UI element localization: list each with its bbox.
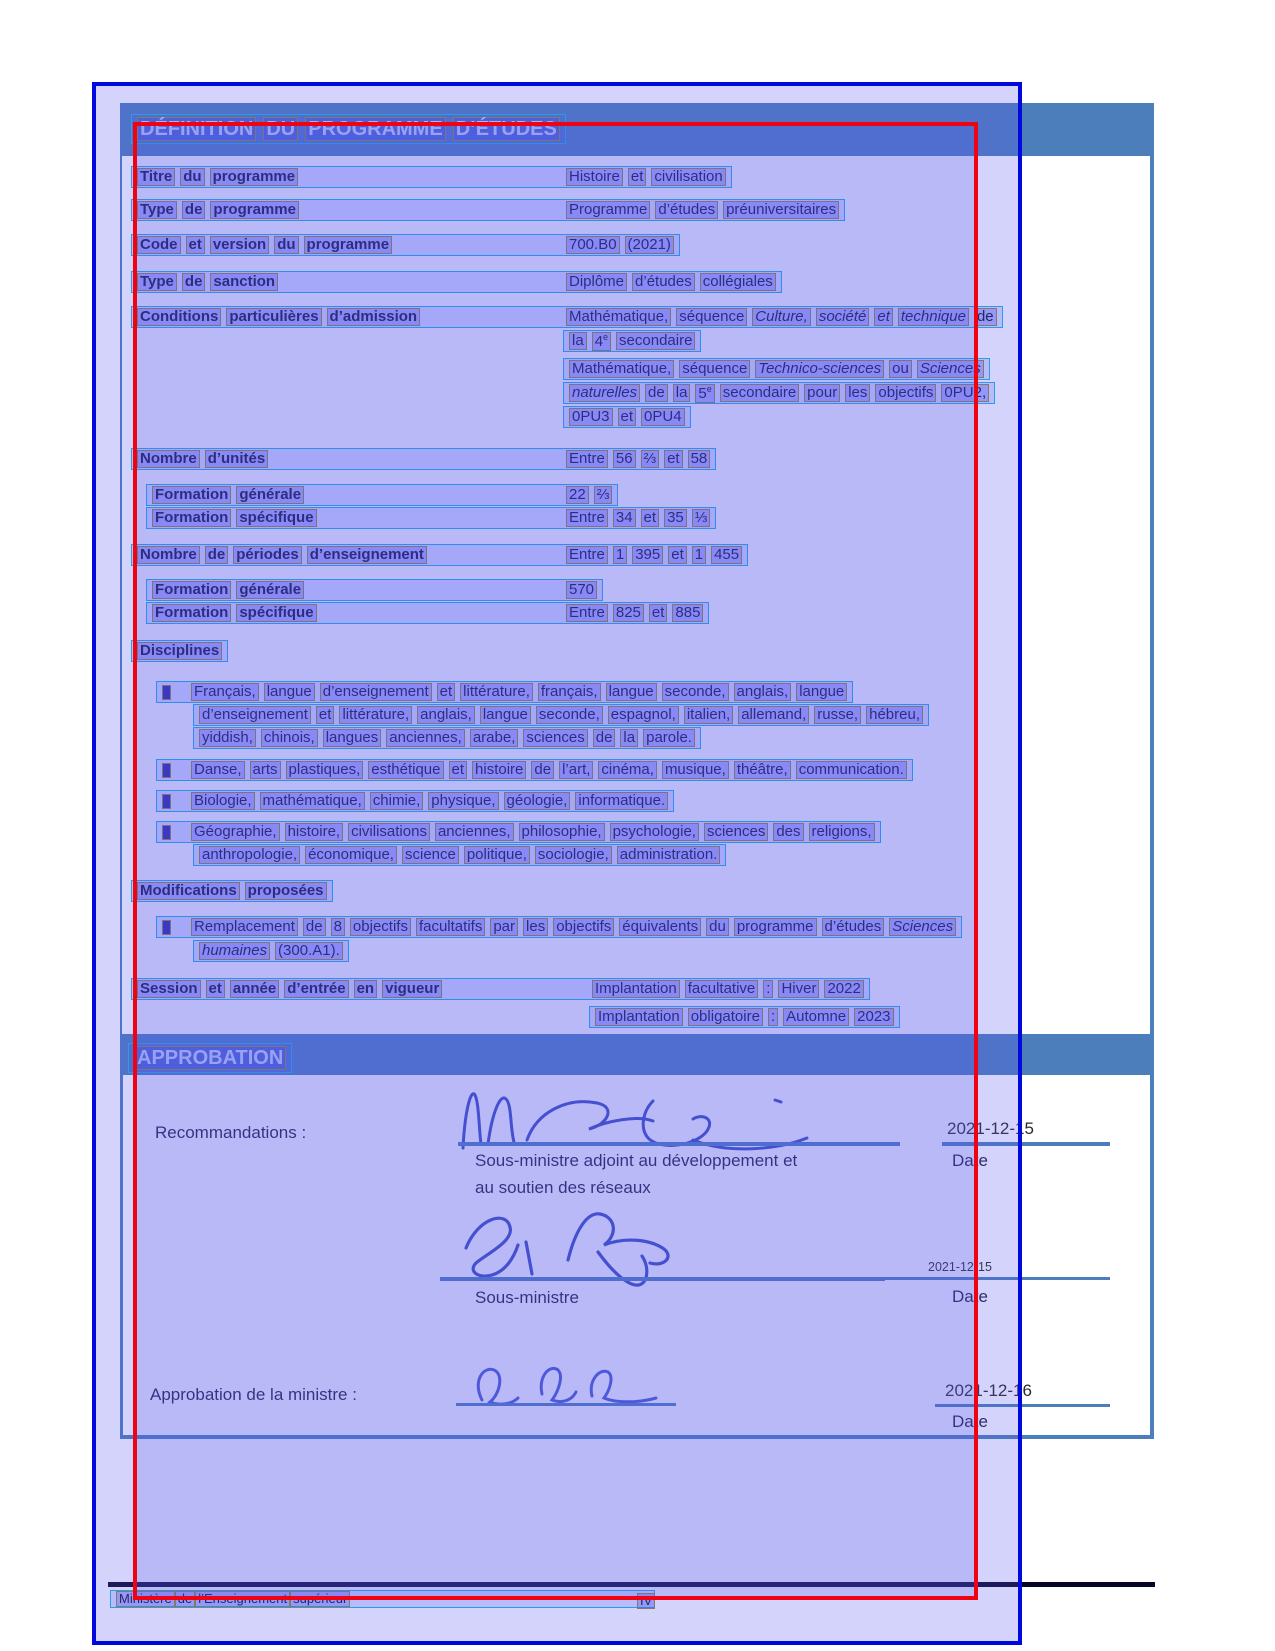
ocr-word: 1: [613, 546, 627, 564]
ocr-word: technique: [898, 308, 969, 326]
footer-ministry-line: [110, 1590, 655, 1608]
ocr-line: [156, 916, 962, 938]
signatory-title-2: Sous-ministre: [475, 1288, 579, 1307]
ocr-word: et: [186, 236, 205, 254]
ocr-line: [131, 199, 845, 221]
ocr-word: langue: [606, 683, 657, 701]
ocr-word: du: [706, 918, 729, 936]
ocr-line: [146, 579, 603, 601]
footer-rule: [108, 1582, 1155, 1587]
ocr-word: pour: [804, 384, 840, 402]
ocr-word: spécifique: [236, 509, 316, 527]
ocr-word: économique,: [305, 846, 397, 864]
ocr-line: [146, 484, 618, 506]
ocr-line: [131, 640, 228, 662]
ocr-word: les: [523, 918, 548, 936]
ocr-word: espagnol,: [608, 706, 679, 724]
ocr-word: la: [673, 384, 691, 402]
ocr-word: et: [649, 604, 668, 622]
ocr-word: et: [206, 980, 225, 998]
ocr-word: les: [845, 384, 870, 402]
ocr-word: administration.: [617, 846, 721, 864]
ocr-word: Automne: [783, 1008, 849, 1026]
ocr-word: PROGRAMME: [305, 117, 445, 141]
ocr-word: objectifs: [875, 384, 936, 402]
ocr-word: Mathématique,: [569, 360, 674, 378]
ocr-word: 5e: [695, 384, 714, 403]
ocr-word: du: [274, 236, 298, 254]
ocr-word: anciennes,: [435, 823, 514, 841]
date-line-1: [942, 1142, 1110, 1146]
ocr-word: facultative: [685, 980, 759, 998]
ocr-word: préuniversitaires: [723, 201, 839, 219]
ocr-word: Conditions: [137, 308, 221, 326]
definition-section-title: [131, 114, 566, 144]
ocr-line: [146, 602, 709, 624]
ocr-word: seconde,: [662, 683, 729, 701]
ocr-line: [131, 544, 748, 566]
ocr-word: l’art,: [559, 761, 593, 779]
ocr-word: 22: [566, 486, 589, 504]
ocr-word: Implantation: [592, 980, 680, 998]
ocr-word: d’enseignement: [320, 683, 432, 701]
ocr-word: objectifs: [350, 918, 411, 936]
ocr-word: APPROBATION: [134, 1046, 286, 1070]
bullet-icon: [162, 920, 171, 935]
ocr-word: italien,: [684, 706, 733, 724]
ocr-word: Remplacement: [191, 918, 298, 936]
ocr-line: [131, 978, 870, 1000]
ocr-word: Hiver: [778, 980, 819, 998]
ocr-word: Session: [137, 980, 201, 998]
approbation-section-title: [128, 1043, 292, 1073]
ocr-word: anglais,: [417, 706, 475, 724]
ocr-line: [131, 306, 1003, 328]
ocr-word: d’enseignement: [307, 546, 427, 564]
ocr-word: périodes: [233, 546, 302, 564]
ocr-word: anglais,: [734, 683, 792, 701]
ocr-word: de: [182, 201, 206, 219]
ocr-word: Programme: [566, 201, 650, 219]
signatory-title-1-line1: Sous-ministre adjoint au développement et: [475, 1151, 798, 1170]
ocr-word: année: [230, 980, 279, 998]
ocr-word: 825: [613, 604, 644, 622]
date-label-2: Date: [952, 1287, 988, 1306]
ocr-word: vigueur: [382, 980, 442, 998]
ocr-word: communication.: [796, 761, 907, 779]
date-line-3: [935, 1404, 1110, 1407]
ocr-word: Code: [137, 236, 181, 254]
ocr-word: 0PU2,: [941, 384, 989, 402]
ocr-word: Entre: [566, 604, 608, 622]
ocr-word: sciences: [704, 823, 768, 841]
ocr-word: des: [773, 823, 803, 841]
ocr-line: [563, 382, 995, 404]
ocr-line: [131, 234, 680, 256]
ocr-word: russe,: [814, 706, 861, 724]
ocr-word: Formation: [152, 604, 231, 622]
ocr-word: informatique.: [575, 792, 668, 810]
ocr-word: l’Enseignement: [195, 1591, 290, 1607]
recommandations-label: Recommandations :: [155, 1123, 307, 1142]
ocr-word: 885: [672, 604, 703, 622]
ocr-word: générale: [236, 581, 304, 599]
ocr-word: Nombre: [137, 546, 200, 564]
ocr-word: théâtre,: [734, 761, 791, 779]
ocr-word: objectifs: [553, 918, 614, 936]
ocr-word: Entre: [566, 509, 608, 527]
ocr-word: d’entrée: [284, 980, 348, 998]
ocr-word: psychologie,: [610, 823, 699, 841]
ocr-word: Type: [137, 273, 177, 291]
ocr-word: programme: [734, 918, 817, 936]
ocr-word: et: [641, 509, 660, 527]
ocr-word: de: [593, 729, 616, 747]
page-number: IV: [637, 1593, 655, 1609]
ocr-word: Formation: [152, 581, 231, 599]
ocr-word: 0PU3: [569, 408, 613, 426]
ocr-word: 700.B0: [566, 236, 620, 254]
ocr-line: [156, 790, 674, 812]
ocr-word: langues: [323, 729, 382, 747]
ocr-word: et: [668, 546, 687, 564]
ocr-line: [146, 507, 716, 529]
ocr-word: Diplôme: [566, 273, 627, 291]
ocr-word: 34: [613, 509, 636, 527]
ocr-word: de: [182, 273, 206, 291]
ocr-line: [131, 166, 732, 188]
ocr-word: secondaire: [616, 332, 695, 350]
ocr-line: [156, 821, 881, 843]
ocr-word: facultatifs: [416, 918, 485, 936]
ocr-word: chinois,: [261, 729, 318, 747]
ocr-line: [563, 358, 990, 380]
ocr-word: programme: [304, 236, 393, 254]
ocr-word: 2023: [854, 1008, 893, 1026]
ocr-word: générale: [236, 486, 304, 504]
date-label-1: Date: [952, 1151, 988, 1170]
ocr-word: (2021): [625, 236, 674, 254]
ocr-word: Titre: [137, 168, 175, 186]
date-line-2: [862, 1277, 1110, 1280]
ocr-word: séquence: [676, 308, 747, 326]
ocr-word: d’admission: [327, 308, 421, 326]
ocr-line: [131, 448, 716, 470]
ocr-word: yiddish,: [199, 729, 256, 747]
signature-line-1: [458, 1142, 900, 1146]
ocr-word: de: [974, 308, 997, 326]
ocr-line: [131, 271, 782, 293]
ocr-word: de: [531, 761, 554, 779]
ocr-word: philosophie,: [519, 823, 605, 841]
ocr-word: 455: [711, 546, 742, 564]
ocr-word: de: [175, 1591, 195, 1607]
ocr-word: ⅓: [692, 509, 711, 527]
ocr-line: [589, 1006, 900, 1028]
ocr-line: [563, 406, 691, 428]
ocr-word: DU: [263, 117, 298, 141]
ocr-word: cinéma,: [598, 761, 657, 779]
ocr-word: et: [437, 683, 456, 701]
ocr-word: secondaire: [720, 384, 799, 402]
ocr-word: Nombre: [137, 450, 200, 468]
ocr-word: de: [205, 546, 229, 564]
ocr-word: Biologie,: [191, 792, 255, 810]
ocr-word: D’ÉTUDES: [453, 117, 560, 141]
ocr-word: Technico-sciences: [755, 360, 884, 378]
ocr-word: civilisation: [651, 168, 725, 186]
ocr-word: la: [569, 332, 587, 350]
ocr-word: 35: [664, 509, 687, 527]
bullet-icon: [162, 685, 171, 700]
ocr-word: sanction: [210, 273, 278, 291]
ocr-word: Géographie,: [191, 823, 280, 841]
ocr-word: et: [618, 408, 637, 426]
ocr-word: civilisations: [348, 823, 430, 841]
ocr-word: par: [490, 918, 518, 936]
ocr-word: du: [180, 168, 204, 186]
ocr-word: Type: [137, 201, 177, 219]
ocr-word: mathématique,: [260, 792, 365, 810]
ocr-word: esthétique: [368, 761, 443, 779]
ocr-word: 1: [692, 546, 706, 564]
bullet-icon: [162, 825, 171, 840]
ocr-word: 395: [632, 546, 663, 564]
ocr-word: sociologie,: [535, 846, 612, 864]
ocr-word: 4e: [592, 332, 611, 351]
ocr-word: Mathématique,: [566, 308, 671, 326]
ocr-word: ⅔: [641, 450, 660, 468]
ocr-word: science: [402, 846, 459, 864]
ocr-word: supérieur: [290, 1591, 350, 1607]
ocr-word: langue: [480, 706, 531, 724]
ocr-word: d’enseignement: [199, 706, 311, 724]
ocr-word: société: [816, 308, 870, 326]
ocr-word: Sciences: [917, 360, 984, 378]
ocr-word: naturelles: [569, 384, 640, 402]
signature-line-3: [456, 1403, 676, 1406]
signature-sous-ministre: [448, 1202, 718, 1297]
ocr-word: parole.: [643, 729, 695, 747]
ocr-word: chimie,: [370, 792, 424, 810]
ocr-word: d’études: [822, 918, 885, 936]
ocr-word: physique,: [428, 792, 498, 810]
ocr-word: Entre: [566, 450, 608, 468]
bullet-icon: [162, 794, 171, 809]
ocr-word: et: [449, 761, 468, 779]
ocr-word: allemand,: [738, 706, 809, 724]
ocr-word: littérature,: [460, 683, 533, 701]
ocr-word: Ministère: [116, 1591, 175, 1607]
ocr-word: de: [303, 918, 326, 936]
ocr-word: Français,: [191, 683, 259, 701]
ocr-word: Danse,: [191, 761, 245, 779]
ocr-word: 56: [613, 450, 636, 468]
ocr-line: [193, 844, 726, 866]
ocr-word: seconde,: [536, 706, 603, 724]
ocr-word: programme: [210, 168, 299, 186]
ocr-word: musique,: [662, 761, 729, 779]
ocr-word: Formation: [152, 509, 231, 527]
ocr-word: Entre: [566, 546, 608, 564]
ocr-word: spécifique: [236, 604, 316, 622]
ocr-word: séquence: [679, 360, 750, 378]
ocr-word: géologie,: [504, 792, 571, 810]
ocr-word: obligatoire: [688, 1008, 763, 1026]
signature-ministre: [460, 1360, 670, 1408]
ocr-word: programme: [210, 201, 299, 219]
ocr-word: proposées: [245, 882, 327, 900]
ocr-word: humaines: [199, 942, 270, 960]
date-value-1: 2021-12-15: [947, 1119, 1034, 1138]
ocr-word: français,: [538, 683, 601, 701]
ocr-word: d’unités: [205, 450, 269, 468]
approbation-ministre-label: Approbation de la ministre :: [150, 1385, 357, 1404]
ocr-word: d’études: [655, 201, 718, 219]
ocr-word: Formation: [152, 486, 231, 504]
ocr-word: littérature,: [339, 706, 412, 724]
date-value-2: 2021-12-15: [928, 1260, 992, 1274]
ocr-word: :: [763, 980, 773, 998]
ocr-word: Disciplines: [137, 642, 222, 660]
ocr-word: 570: [566, 581, 597, 599]
ocr-word: en: [354, 980, 378, 998]
ocr-word: de: [645, 384, 668, 402]
ocr-word: équivalents: [619, 918, 701, 936]
ocr-word: langue: [796, 683, 847, 701]
ocr-line: [131, 880, 333, 902]
ocr-word: la: [620, 729, 638, 747]
ocr-word: et: [664, 450, 683, 468]
ocr-word: Histoire: [566, 168, 623, 186]
ocr-word: langue: [264, 683, 315, 701]
ocr-word: version: [210, 236, 269, 254]
ocr-line: [563, 330, 701, 352]
ocr-word: politique,: [464, 846, 530, 864]
date-label-3: Date: [952, 1412, 988, 1431]
ocr-word: arabe,: [470, 729, 519, 747]
ocr-word: histoire: [472, 761, 526, 779]
ocr-word: arts: [250, 761, 281, 779]
ocr-word: 58: [688, 450, 711, 468]
ocr-word: 2022: [824, 980, 863, 998]
ocr-line: [156, 681, 853, 703]
ocr-word: (300.A1).: [275, 942, 343, 960]
ocr-word: particulières: [226, 308, 321, 326]
ocr-word: sciences: [523, 729, 587, 747]
ocr-word: et: [628, 168, 647, 186]
ocr-word: anthropologie,: [199, 846, 300, 864]
ocr-word: collégiales: [700, 273, 776, 291]
ocr-word: 0PU4: [641, 408, 685, 426]
ocr-word: anciennes,: [386, 729, 465, 747]
ocr-word: religions,: [809, 823, 875, 841]
ocr-line: [193, 704, 929, 726]
ocr-word: Culture,: [752, 308, 811, 326]
ocr-word: 8: [331, 918, 345, 936]
date-value-3: 2021-12-16: [945, 1381, 1032, 1400]
ocr-word: et: [316, 706, 335, 724]
ocr-word: ou: [889, 360, 912, 378]
ocr-line: [156, 759, 913, 781]
ocr-word: :: [768, 1008, 778, 1026]
ocr-word: d’études: [632, 273, 695, 291]
ocr-word: DÉFINITION: [137, 117, 256, 141]
ocr-line: [193, 940, 349, 962]
ocr-word: Sciences: [889, 918, 956, 936]
ocr-word: ⅔: [594, 486, 613, 504]
ocr-word: Modifications: [137, 882, 240, 900]
ocr-word: Implantation: [595, 1008, 683, 1026]
bullet-icon: [162, 763, 171, 778]
ocr-word: histoire,: [285, 823, 344, 841]
signature-line-2: [440, 1277, 885, 1281]
ocr-word: plastiques,: [286, 761, 364, 779]
ocr-line: [193, 727, 701, 749]
signatory-title-1-line2: au soutien des réseaux: [475, 1178, 651, 1197]
ocr-word: et: [874, 308, 893, 326]
ocr-word: hébreu,: [866, 706, 923, 724]
